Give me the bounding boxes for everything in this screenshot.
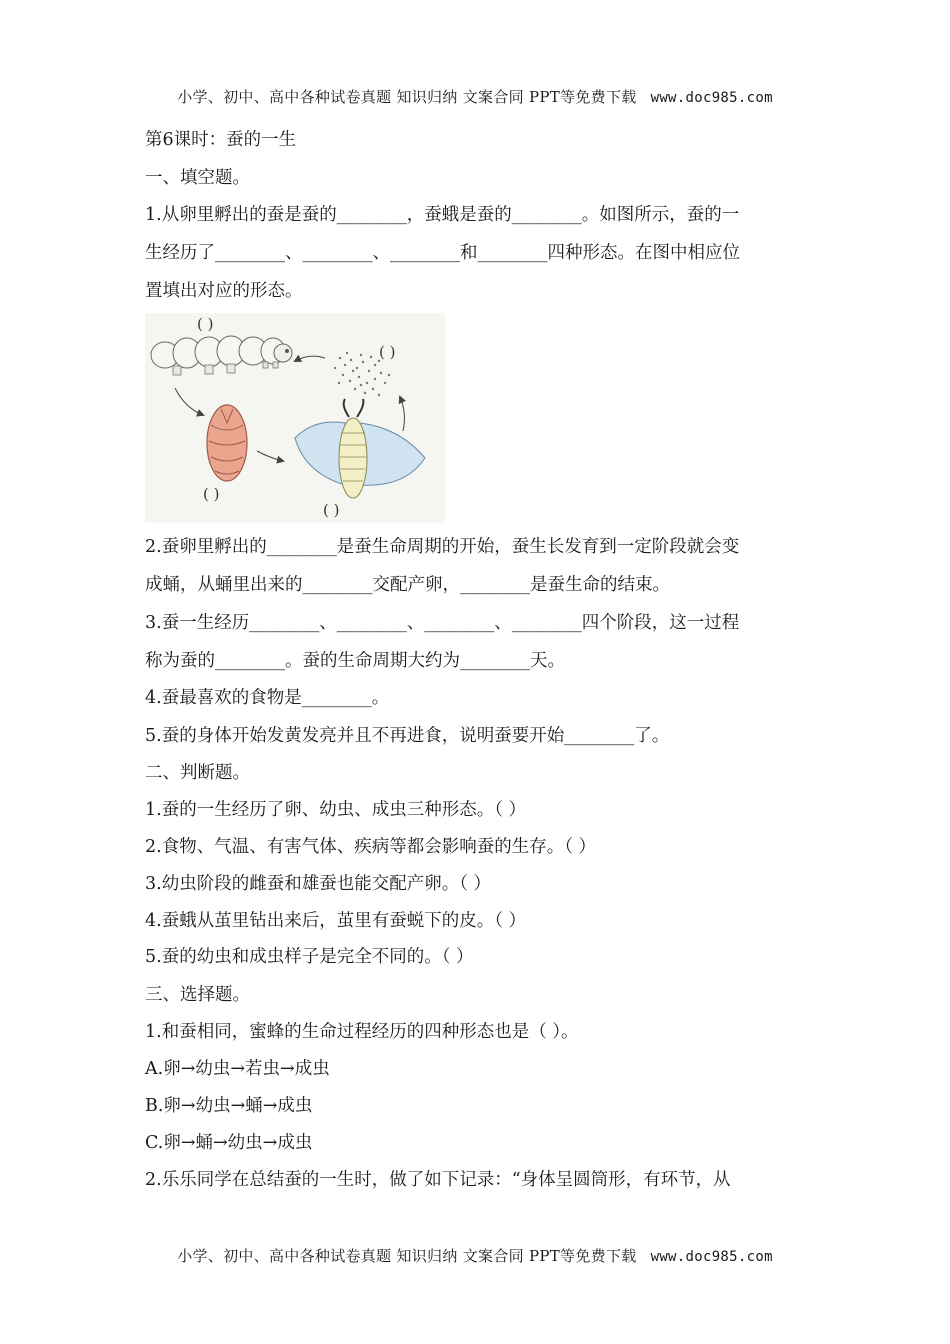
larva-illustration bbox=[151, 336, 292, 375]
arrow-eggs-to-larva bbox=[295, 356, 325, 361]
question-text: 5.蚕的身体开始发黄发亮并且不再进食，说明蚕要开始________了。 bbox=[145, 726, 670, 746]
page-footer bbox=[0, 1245, 950, 1266]
question-text: 1.和蚕相同，蜜蜂的生命过程经历的四种形态也是（ ）。 bbox=[145, 1022, 579, 1042]
label-blank-moth: ( ) bbox=[323, 501, 340, 519]
label-blank-larva: ( ) bbox=[197, 315, 214, 333]
lesson-title: 第6课时：蚕的一生 bbox=[145, 130, 297, 150]
question-text: 3.幼虫阶段的雌蚕和雄蚕也能交配产卵。（ ） bbox=[145, 874, 492, 894]
choice-option: A.卵→幼虫→若虫→成虫 bbox=[145, 1059, 330, 1079]
question-text: 生经历了________、________、________和________四种形态。在图中相应位 bbox=[145, 243, 740, 263]
label-blank-eggs: ( ) bbox=[379, 343, 396, 361]
pupa-illustration bbox=[207, 405, 247, 481]
question-text: 3.蚕一生经历________、________、________、________四个阶段，这一过程 bbox=[145, 613, 740, 633]
header-text: 小学、初中、高中各种试卷真题 知识归纳 文案合同 PPT等免费下载 bbox=[177, 88, 637, 106]
question-text: 4.蚕蛾从茧里钻出来后，茧里有蚕蜕下的皮。（ ） bbox=[145, 911, 527, 931]
label-blank-pupa: ( ) bbox=[203, 485, 220, 503]
silkworm-lifecycle-figure bbox=[145, 313, 445, 523]
question-text: 2.乐乐同学在总结蚕的一生时，做了如下记录：“身体呈圆筒形，有环节，从 bbox=[145, 1170, 731, 1190]
section-heading-true-false: 二、判断题。 bbox=[145, 763, 250, 783]
question-text: 成蛹，从蛹里出来的________交配产卵，________是蚕生命的结束。 bbox=[145, 575, 670, 595]
footer-url: www.doc985.com bbox=[650, 1249, 773, 1265]
arrow-moth-to-eggs bbox=[400, 397, 404, 431]
section-heading-fill-blank: 一、填空题。 bbox=[145, 168, 250, 188]
question-text: 1.蚕的一生经历了卵、幼虫、成虫三种形态。（ ） bbox=[145, 800, 527, 820]
question-text: 2.蚕卵里孵出的________是蚕生命周期的开始，蚕生长发育到一定阶段就会变 bbox=[145, 537, 740, 557]
header-url: www.doc985.com bbox=[650, 90, 773, 106]
page-header bbox=[0, 86, 950, 107]
question-text: 1.从卵里孵出的蚕是蚕的________，蚕蛾是蚕的________。如图所示，蚕的一 bbox=[145, 205, 740, 225]
question-text: 置填出对应的形态。 bbox=[145, 281, 303, 301]
question-text: 称为蚕的________。蚕的生命周期大约为________天。 bbox=[145, 651, 565, 671]
question-text: 5.蚕的幼虫和成虫样子是完全不同的。（ ） bbox=[145, 947, 474, 967]
question-text: 4.蚕最喜欢的食物是________。 bbox=[145, 688, 390, 708]
choice-option: B.卵→幼虫→蛹→成虫 bbox=[145, 1096, 313, 1116]
moth-illustration bbox=[295, 399, 425, 498]
choice-option: C.卵→蛹→幼虫→成虫 bbox=[145, 1133, 313, 1153]
arrow-pupa-to-moth bbox=[257, 451, 283, 461]
section-heading-multiple-choice: 三、选择题。 bbox=[145, 985, 250, 1005]
arrow-larva-to-pupa bbox=[175, 388, 203, 415]
footer-text: 小学、初中、高中各种试卷真题 知识归纳 文案合同 PPT等免费下载 bbox=[177, 1247, 637, 1265]
question-text: 2.食物、气温、有害气体、疾病等都会影响蚕的生存。（ ） bbox=[145, 837, 597, 857]
